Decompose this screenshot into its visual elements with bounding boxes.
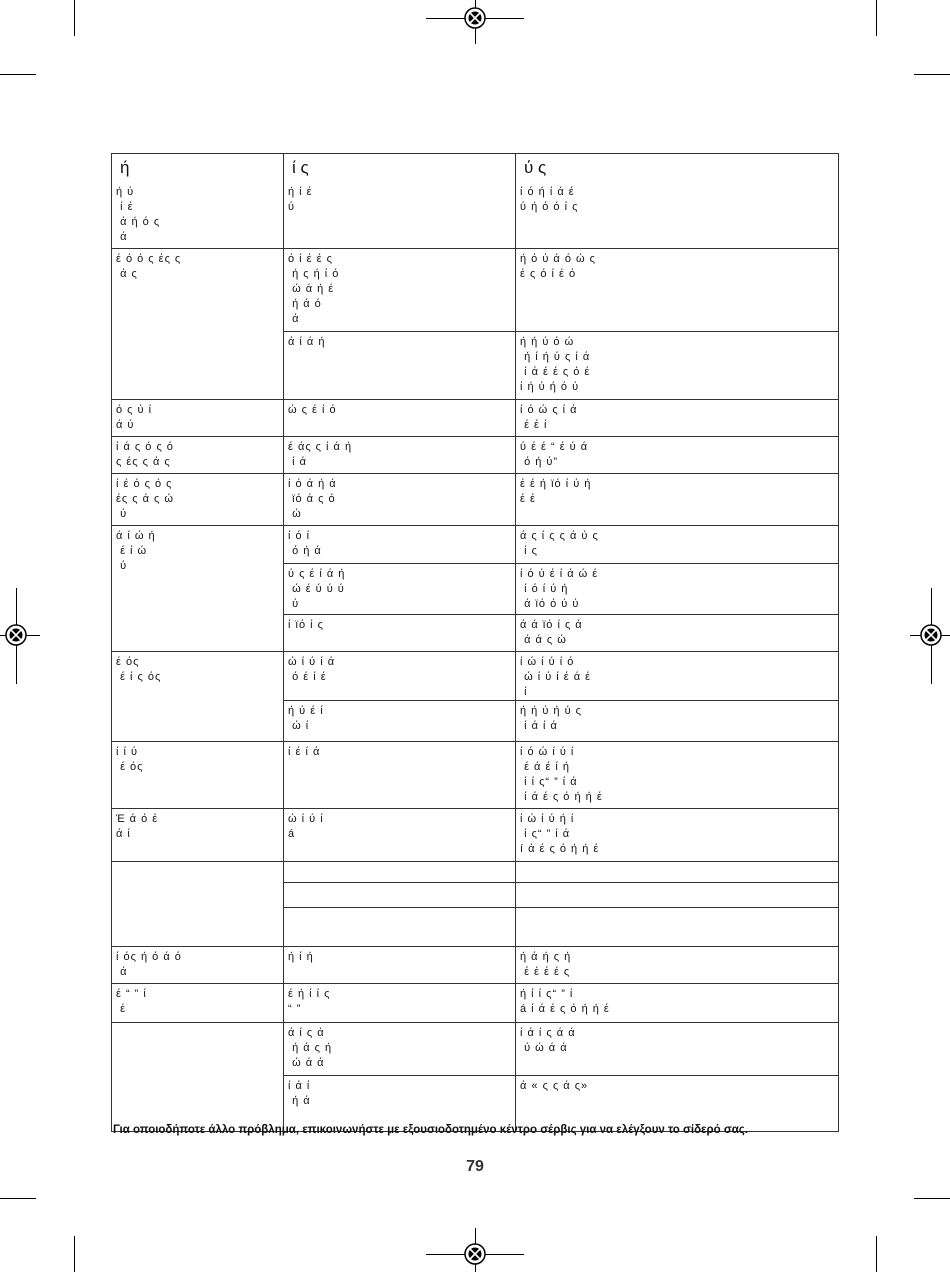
problem-cell (112, 862, 284, 946)
cause-solution-pair (284, 526, 838, 563)
solution-cell: ί ώ ί ύ ή ί ί ς“ ” ί ά í ά έ ς ό ή ή έ (520, 813, 600, 855)
problem-cell: ί ί ύ έ ός (112, 742, 284, 808)
troubleshooting-table (111, 153, 839, 1132)
problem-cell: έ “ ” ί έ (112, 984, 284, 1022)
cause-solution-pair (284, 652, 838, 700)
cause-cell: ί ϊό ί ς (284, 615, 516, 652)
cause-cell: ί έ ί ά (284, 742, 516, 808)
crop-mark (74, 0, 75, 36)
cause-cell: ώ ς έ ί ό (284, 400, 516, 436)
cause-solution-pair (284, 1075, 838, 1131)
solution-cell: έ έ ή ϊό ί ύ ή έ έ (520, 478, 592, 505)
problem-cell: έ ό ό ς ές ς ά ς (112, 249, 284, 399)
table-header-row (112, 154, 838, 182)
cause-solution-pair (284, 331, 838, 399)
problem-cell: ή ύ ί έ ά ή ό ς ά (112, 182, 284, 248)
table-row (112, 1022, 838, 1131)
cause-solution-pair (284, 614, 838, 652)
cause-solution-pair (284, 249, 838, 331)
cause-solution-pair (284, 182, 838, 248)
cause-cell: ί ό ί ό ή ά (284, 526, 516, 563)
cause-cell (284, 908, 516, 946)
solution-cell: ά « ς ς ά ς» (520, 1080, 589, 1092)
cause-cell: ή ί ή (284, 947, 516, 983)
problem-cell (112, 1023, 284, 1131)
footer-note: Για οποιοδήποτε άλλο πρόβλημα, επικοινωνήστε με εξουσιοδοτημένο κέντρο σέρβις για να ελέγξουν το σίδερό σας. (113, 1124, 748, 1136)
table-row (112, 525, 838, 651)
cause-solution-pair (284, 907, 838, 946)
cause-cell: ύ ς έ ί ά ή ώ έ ύ ύ ύ ύ (284, 564, 516, 614)
problem-cell: Έ ά ό έ ά ί (112, 809, 284, 861)
solution-cell: ί ό ώ ς ί ά έ έ ί (520, 404, 578, 431)
registration-mark-icon (5, 624, 27, 646)
solution-cell: ή ή ύ ό ώ ή ί ή ύ ς ί ά ί ά έ έ ς ό έ ί ή ύ ή ό ύ (520, 336, 591, 393)
table-row (112, 399, 838, 436)
table-row (112, 248, 838, 399)
crop-mark (914, 1198, 950, 1199)
table-row (112, 741, 838, 808)
cause-solution-pair (284, 742, 838, 808)
solution-cell: ή ή ύ ή ύ ς ί ά ί ά (520, 705, 582, 732)
page-number: 79 (466, 1158, 484, 1175)
registration-mark-icon (464, 7, 486, 29)
cause-cell: ό ί έ έ ς ή ς ή ί ό ώ ά ή έ ή ά ό ά (284, 249, 516, 331)
solution-cell: ί ό ύ έ ί ά ώ έ ί ό ί ύ ή ά ϊό ό ύ ύ (520, 567, 599, 610)
cause-cell: ί ό ά ή ά ϊό ά ς ό ώ (284, 474, 516, 525)
solution-cell: ή ά ή ς ή έ έ έ έ ς (520, 951, 572, 978)
cause-solution-pair (284, 984, 838, 1022)
table-row (112, 808, 838, 861)
registration-mark-icon (464, 1243, 486, 1265)
cause-solution-pair (284, 947, 838, 983)
table-row (112, 651, 838, 741)
cause-cell (284, 883, 516, 907)
problem-cell: ί ός ή ό ά ό ά (112, 947, 284, 983)
solution-cell: ί ώ ί ύ ί ό ώ ί ύ ί έ ά έ ί (520, 656, 592, 698)
cause-cell: ή ύ έ ί ώ ί (284, 701, 516, 741)
crop-mark (914, 74, 950, 75)
cause-cell: έ ή ί ί ς “ ” (284, 984, 516, 1022)
cause-cell: ώ ί ύ ί á (284, 809, 516, 861)
header-problem: ή (112, 154, 284, 182)
crop-mark (0, 1198, 36, 1199)
problem-cell: ά ί ώ ή έ ί ώ ύ (112, 526, 284, 651)
solution-cell: ά ς ί ς ς ά ύ ς ί ς (520, 530, 599, 557)
cause-cell: ί ά ί ή ά (284, 1076, 516, 1131)
solution-cell (516, 883, 838, 907)
table-row (112, 473, 838, 525)
cause-solution-pair (284, 862, 838, 882)
problem-cell: ό ς ύ ί ά ύ (112, 400, 284, 436)
solution-cell: ή ό ύ ά ό ώ ς έ ς ό ί έ ό (520, 253, 596, 280)
cause-solution-pair (284, 809, 838, 861)
problem-cell: έ ός έ ί ς ός (112, 652, 284, 741)
solution-cell: ά ά ϊό ί ς ά ά ά ς ώ (520, 618, 583, 646)
header-cause: ί ς (284, 154, 516, 182)
cause-solution-pair (284, 474, 838, 525)
table-row (112, 983, 838, 1022)
cause-solution-pair (284, 882, 838, 907)
cause-cell: έ άς ς ί ά ή ί ά (284, 437, 516, 473)
solution-cell: ί ό ή ί ά έ ύ ή ό ό ί ς (520, 186, 579, 213)
crop-mark (74, 1236, 75, 1272)
crop-mark (876, 0, 877, 36)
solution-cell: ή ί ί ς“ ” ί á ί ά έ ς ό ή ή έ (520, 988, 610, 1015)
registration-mark-icon (920, 624, 942, 646)
cause-cell: ά ί ς ά ή ά ς ή ώ ά ά (284, 1023, 516, 1075)
cause-cell: ή ί έ ύ (284, 182, 516, 248)
cause-solution-pair (284, 400, 838, 436)
cause-solution-pair (284, 437, 838, 473)
solution-cell: ί ά ί ς ά ά ύ ώ ά ά (520, 1027, 576, 1054)
crop-mark (876, 1236, 877, 1272)
solution-cell: ί ό ώ ί ύ ί έ ά έ ί ή ί ί ς“ ” ί ά ί ά έ ς ό ή ή έ (520, 746, 603, 803)
cause-solution-pair (284, 1023, 838, 1075)
cause-cell: ώ ί ύ ί ά ό έ ί έ (284, 652, 516, 700)
header-solution: ύ ς (524, 158, 547, 177)
cause-cell: ά ί ά ή (284, 332, 516, 399)
table-row (112, 182, 838, 248)
problem-cell: ί έ ό ς ό ς ές ς ά ς ώ ύ (112, 474, 284, 525)
crop-mark (0, 74, 36, 75)
solution-cell: ύ έ έ “ έ ύ ά ό ή ύ” (520, 441, 589, 468)
table-row (112, 946, 838, 983)
solution-cell (516, 862, 838, 882)
table-row (112, 436, 838, 473)
problem-cell: ί ά ς ό ς ό ς ές ς ά ς (112, 437, 284, 473)
cause-cell (284, 862, 516, 882)
cause-solution-pair (284, 700, 838, 741)
cause-solution-pair (284, 563, 838, 614)
table-row (112, 861, 838, 946)
solution-cell (516, 908, 838, 946)
